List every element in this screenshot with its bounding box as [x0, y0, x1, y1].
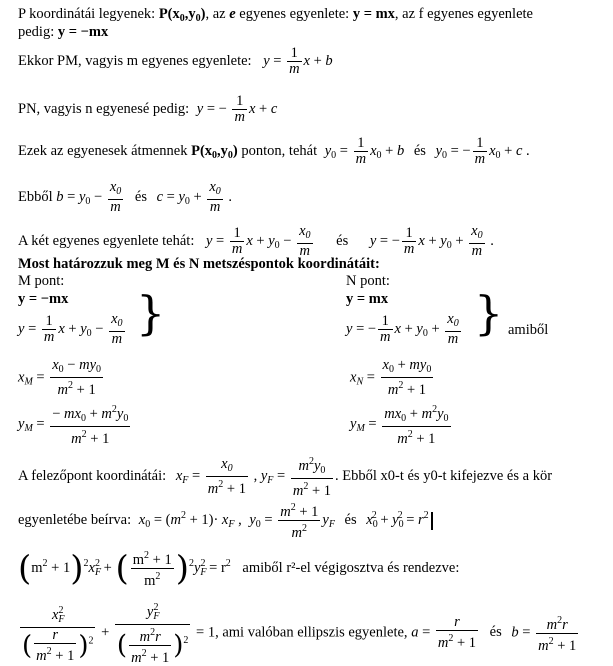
ellipse-line: $x_F^2$ ( $\frac{r}{m^2 + 1}$ )$^2$ + $y_F^2$ ( $\frac{m^2r}{m^2 + 1}$ )$^2$ = 1, ami valóban ellipszis egyenlete, a = $\frac{r}{m^2 + 1}$ és b = $\frac{m^2r}{m^2 + 1}$	[22, 602, 577, 666]
yN: $y_M$ = $\frac{mx_0 + m^2y_0}{m^2 + 1}$	[350, 404, 449, 447]
sub-line: $(m^2 + 1)^2x_F^2$ + ( $\frac{m^2 + 1}{m^2}$ )$^2y_F^2 = r^2$ amiből r²-el végigosztva és rendezve:	[18, 548, 460, 589]
felezo-line: A felezőpont koordinátái: $x_F$ = $\frac{x_0}{m^2 + 1}$ , $y_F$ = $\frac{m^2y_0}{m^2 + 1}$ . Ebből x0-t és y0-t kifejezve és a kör	[18, 455, 553, 499]
beirva-text: egyenletébe beírva:	[18, 511, 132, 528]
ebbol-line: Ebből $b = y_0$ − $\frac{x_0}{m}$ és $c = y_0$ + $\frac{x_0}{m}$ .	[18, 179, 233, 215]
pass-line: Ezek az egyenesek átmennek $P(x_0,y_0)$ ponton, tehát $y_0$ = $\frac{1}{m}$ $x_0 + b$ és $y_0$ = − $\frac{1}{m}$ $x_0 + c$ .	[18, 135, 530, 167]
intro-line-2	[18, 24, 108, 40]
es-3: és	[336, 232, 349, 249]
point-P: $P(x_0,y_0)$	[158, 6, 206, 24]
intro-text: P koordinátái legyenek:	[18, 6, 156, 22]
yM: $y_M$ = $\frac{- mx_0 + m^2y_0}{m^2 + 1}$	[18, 404, 129, 447]
most-text: Most határozzuk meg M és N metszéspontok koordinátáit:	[18, 256, 380, 272]
eq-f: y = −mx	[57, 24, 109, 40]
xM: $x_M$ = $\frac{x_0 - my_0}{m^2 + 1}$	[18, 357, 102, 398]
npont-label: N pont:	[346, 273, 390, 289]
pn-line: PN, vagyis n egyenesé pedig: y = − $\frac{1}{m}$ x + c	[18, 93, 278, 125]
brace-n: }	[474, 286, 504, 340]
m-eq-1: y = −mx	[18, 291, 69, 307]
pm-text: Ekkor PM, vagyis m egyenes egyenlete:	[18, 52, 252, 69]
ket-text: A két egyenes egyenlete tehát:	[18, 232, 195, 249]
es-2: és	[134, 188, 147, 205]
vegig-text: amiből r²-el végigosztva és rendezve:	[242, 559, 460, 576]
pn-text: PN, vagyis n egyenesé pedig:	[18, 100, 190, 117]
es-1: és	[413, 142, 426, 159]
beirva-line: egyenletébe beírva: $x_0 = (m^2 + 1)\cdot x_F$ , $y_0$ = $\frac{m^2 + 1}{m^2}$ $y_F$ és $x_0^2 + y_0^2 = r^2$	[18, 500, 433, 541]
text-cursor	[431, 512, 433, 530]
mpont-label: M pont:	[18, 273, 65, 289]
ket-line: A két egyenes egyenlete tehát: y = $\frac{1}{m}$ $x + y_0$ − $\frac{x_0}{m}$ és y = − $\frac{1}{m}$ $x + y_0$ + $\frac{x_0}{m}$ .	[18, 223, 494, 259]
line-f-text: , az f egyenes egyenlete	[394, 6, 533, 22]
n-eq-2: y = − $\frac{1}{m}$ $x + y_0$ + $\frac{x_0}{m}$	[346, 311, 459, 347]
felezo-text-b: . Ebből x0-t és y0-t kifejezve és a kör	[335, 467, 553, 484]
pass-text-b: ponton, tehát	[241, 142, 318, 159]
pass-text: Ezek az egyenesek átmennek	[18, 142, 188, 159]
pm-line: Ekkor PM, vagyis m egyenes egyenlete: y = $\frac{1}{m}$ x + b	[18, 45, 333, 77]
comma-text: , az	[205, 6, 226, 22]
eq-e: y = mx	[352, 6, 395, 22]
amibol-text: amiből	[508, 322, 549, 338]
n-eq-1: y = mx	[346, 291, 389, 307]
line-e-text: egyenes egyenlete:	[239, 6, 350, 22]
es-5: és	[489, 624, 502, 641]
pedig-text: pedig:	[18, 24, 55, 40]
line-e-label: e	[229, 6, 236, 22]
ebbol-text: Ebből	[18, 188, 53, 205]
brace-m: }	[136, 286, 166, 340]
felezo-text: A felezőpont koordinátái:	[18, 467, 167, 484]
ami-text: = 1, ami valóban ellipszis egyenlete,	[196, 624, 408, 641]
m-eq-2: y = $\frac{1}{m}$ $x + y_0$ − $\frac{x_0}{m}$	[18, 311, 123, 347]
xN: $x_N$ = $\frac{x_0 + my_0}{m^2 + 1}$	[350, 357, 432, 398]
es-4: és	[344, 511, 357, 528]
most-line	[18, 256, 380, 272]
